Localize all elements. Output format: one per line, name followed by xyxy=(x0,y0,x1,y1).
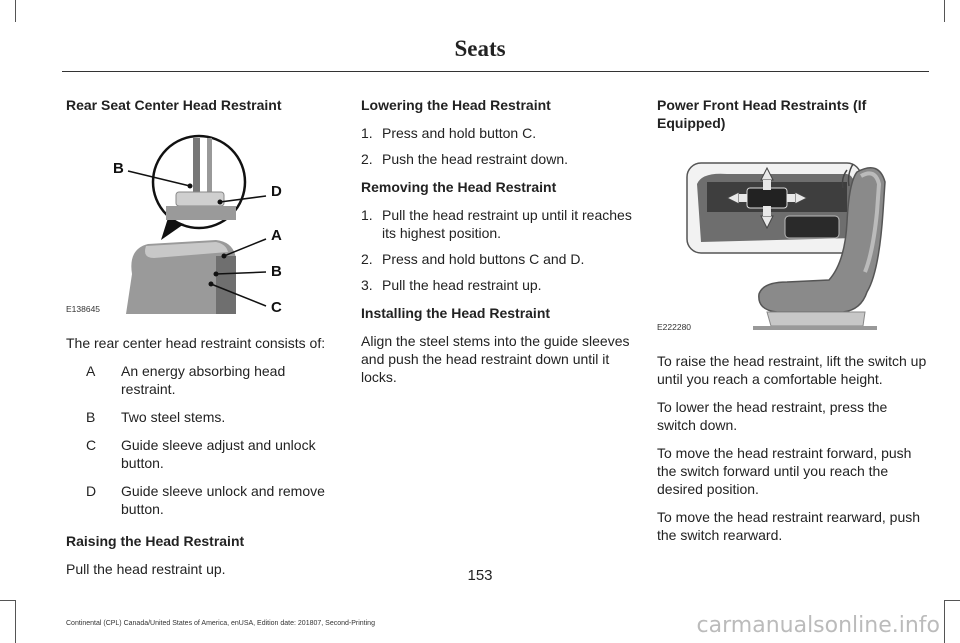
removing-steps xyxy=(361,206,633,294)
paragraph: To move the head restraint forward, push the switch forward until you reach the desired position. xyxy=(657,445,912,497)
crop-mark xyxy=(15,600,16,643)
footer-edition: Continental (CPL) Canada/United States of America, enUSA, Edition date: 201807, Second-Printing xyxy=(66,620,375,627)
crop-mark xyxy=(0,600,15,601)
list-item-text: Guide sleeve unlock and remove button. xyxy=(121,483,325,517)
crop-mark xyxy=(944,600,945,643)
figure-code: E138645 xyxy=(66,304,101,314)
section-heading-power-front: Power Front Head Restraints (If Equipped) xyxy=(657,97,867,131)
figure-code: E222280 xyxy=(657,322,692,332)
callout-c: C xyxy=(271,299,282,316)
head-restraint-figure xyxy=(66,124,332,318)
list-item-key: A xyxy=(86,363,96,379)
list-item-text: Guide sleeve adjust and unlock button. xyxy=(121,437,316,471)
step-number: 2. xyxy=(361,251,373,267)
step-text: Press and hold button C. xyxy=(382,125,537,141)
crop-mark xyxy=(944,0,945,22)
list-item-key: C xyxy=(86,437,97,453)
paragraph: To move the head restraint rearward, push the switch rearward. xyxy=(657,509,921,543)
step-text: Press and hold buttons C and D. xyxy=(382,251,585,267)
section-heading-raising: Raising the Head Restraint xyxy=(66,533,245,549)
list-item xyxy=(361,250,633,268)
installing-text: Align the steel stems into the guide sleeves and push the head restraint down until it locks. xyxy=(361,333,630,385)
section-heading-removing: Removing the Head Restraint xyxy=(361,179,557,195)
list-item-key: B xyxy=(86,409,96,425)
crop-mark xyxy=(945,600,960,601)
list-item xyxy=(361,124,633,142)
section-heading-installing: Installing the Head Restraint xyxy=(361,305,551,321)
callout-a: A xyxy=(271,227,282,244)
power-seat-illustration xyxy=(657,142,929,336)
paragraph: To raise the head restraint, lift the switch up until you reach a comfortable height. xyxy=(657,353,927,387)
list-item xyxy=(66,482,332,518)
step-number: 3. xyxy=(361,277,373,293)
list-item-key: D xyxy=(86,483,97,499)
paragraph: To lower the head restraint, press the switch down. xyxy=(657,399,888,433)
list-item xyxy=(361,206,633,242)
page-title: Seats xyxy=(454,36,506,61)
column-3 xyxy=(657,96,929,544)
intro-text: The rear center head restraint consists of: xyxy=(66,335,326,351)
step-text: Push the head restraint down. xyxy=(382,151,569,167)
callout-b-top: B xyxy=(113,160,124,177)
watermark: carmanualsonline.info xyxy=(696,613,940,638)
step-number: 1. xyxy=(361,207,373,223)
step-text: Pull the head restraint up. xyxy=(382,277,542,293)
list-item xyxy=(361,150,633,168)
column-2 xyxy=(361,96,633,386)
page-number: 153 xyxy=(467,567,493,584)
component-list xyxy=(66,362,332,518)
lowering-steps xyxy=(361,124,633,168)
list-item xyxy=(361,276,633,294)
list-item-text: Two steel stems. xyxy=(121,409,226,425)
header-rule xyxy=(62,71,929,72)
raising-text: Pull the head restraint up. xyxy=(66,561,226,577)
list-item-text: An energy absorbing head restraint. xyxy=(121,363,286,397)
list-item xyxy=(66,408,332,426)
step-number: 2. xyxy=(361,151,373,167)
callout-d: D xyxy=(271,183,282,200)
list-item xyxy=(66,436,332,472)
section-heading-lowering: Lowering the Head Restraint xyxy=(361,97,551,113)
step-text: Pull the head restraint up until it reaches its highest position. xyxy=(382,207,632,241)
column-1 xyxy=(66,96,332,578)
step-number: 1. xyxy=(361,125,373,141)
crop-mark xyxy=(15,0,16,22)
section-heading-rear-center-head-restraint: Rear Seat Center Head Restraint xyxy=(66,97,282,113)
list-item xyxy=(66,362,332,398)
head-restraint-illustration xyxy=(66,124,332,318)
callout-b: B xyxy=(271,263,282,280)
power-seat-figure xyxy=(657,142,929,336)
